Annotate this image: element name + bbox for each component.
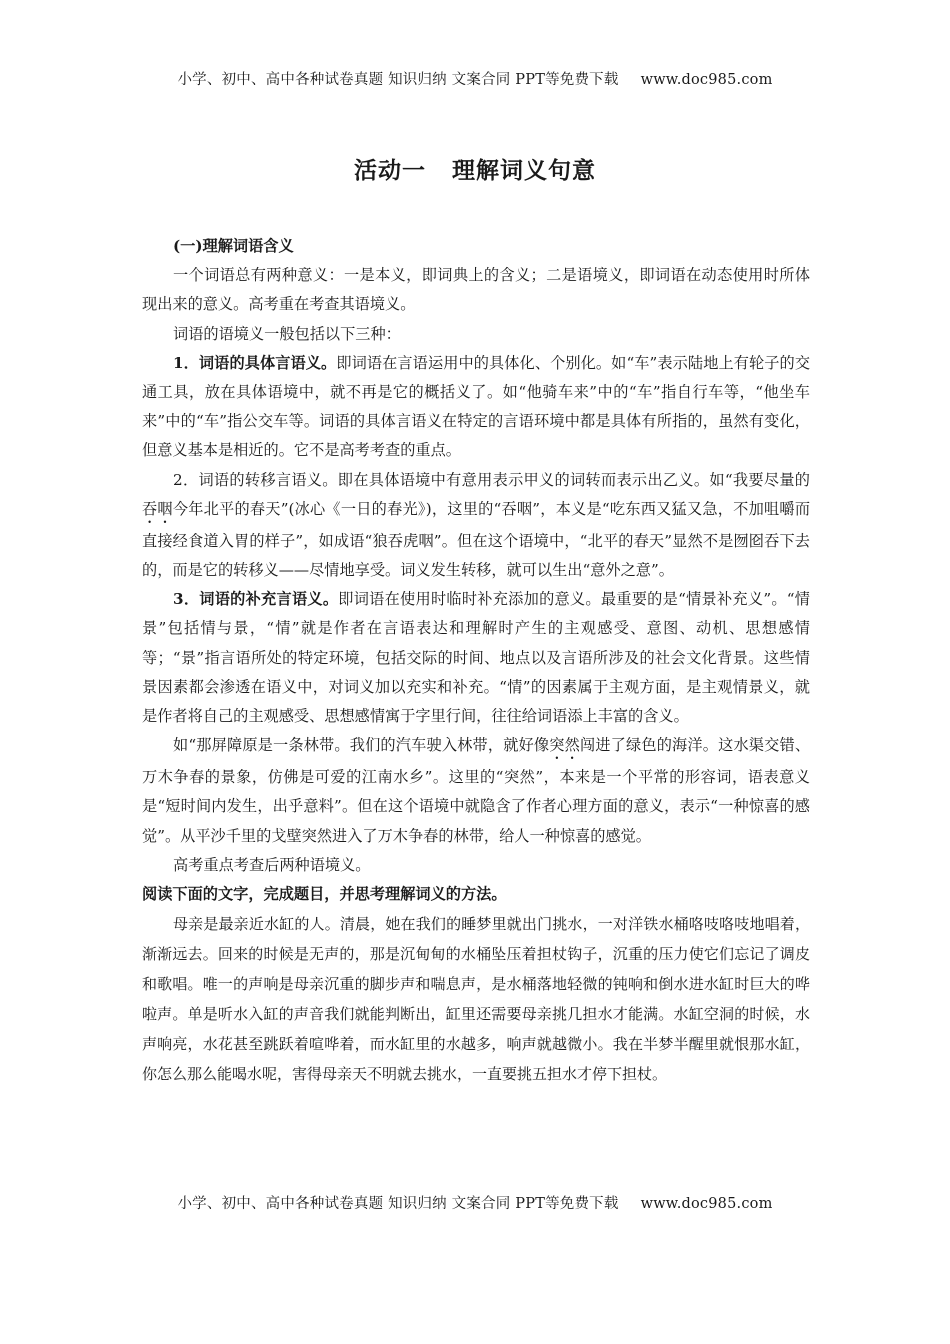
title-part-2: 理解词义句意	[452, 157, 596, 184]
task-instruction: 阅读下面的文字，完成题目，并思考理解词义的方法。	[142, 885, 507, 904]
page-header	[0, 68, 950, 89]
section-heading: (一)理解词语含义	[173, 237, 294, 255]
item-2-text-after: 今年北平的春天”(冰心《一日的春光》)，这里的“吞咽”，本义是“吃东西又猛又急，不加咀嚼而直接经食道入胃的样子”，如成语“狼吞虎咽”。但在这个语境中，“北平的春天”显然不是囫囵吞下去的，而是它的转移义——尽情地享受。词义发生转移，就可以生出“意外之意”。	[142, 499, 811, 580]
item-1-paragraph	[142, 349, 810, 466]
item-3-text: 即词语在使用时临时补充添加的意义。最重要的是“情景补充义”。“情景”包括情与景，“情”就是作者在言语表达和理解时产生的主观感受、意图、动机、思想感情等；“景”指言语所处的特定环境，包括交际的时间、地点以及言语所涉及的社会文化背景。这些情景因素都会渗透在语义中，对词义加以充实和补充。“情”的因素属于主观方面，是主观情景义，就是作者将自己的主观感受、思想感情寓于字里行间，往往给词语添上丰富的含义。	[142, 590, 810, 726]
focus-paragraph: 高考重点考查后两种语境义。	[173, 855, 371, 874]
reading-passage: 母亲是最亲近水缸的人。清晨，她在我们的睡梦里就出门挑水，一对洋铁水桶咯吱咯吱地唱着，渐渐远去。回来的时候是无声的，那是沉甸甸的水桶坠压着担杖钩子，沉重的压力使它们忘记了调皮和歌唱。唯一的声响是母亲沉重的脚步声和喘息声，是水桶落地轻微的钝响和倒水进水缸时巨大的哗啦声。单是听水入缸的声音我们就能判断出，缸里还需要母亲挑几担水才能满。水缸空洞的时候，水声响亮，水花甚至跳跃着喧哗着，而水缸里的水越多，响声就越微小。我在半梦半醒里就恨那水缸，你怎么那么能喝水呢，害得母亲天不明就去挑水，一直要挑五担水才停下担杖。	[142, 915, 810, 1084]
header-url[interactable]: www.doc985.com	[640, 72, 773, 88]
example-text-before: 如“那屏障原是一条林带。我们的汽车驶入林带，就好像	[173, 736, 550, 755]
item-2-text-before: 2．词语的转移言语义。即在具体语境中有意用表示甲义的词转而表示出乙义。如“我要尽量的	[173, 470, 810, 489]
footer-url[interactable]: www.doc985.com	[640, 1196, 773, 1212]
example-paragraph	[142, 731, 810, 851]
intro-paragraph: 一个词语总有两种意义：一是本义，即词典上的含义；二是语境义，即词语在动态使用时所体现出来的意义。高考重在考查其语境义。	[142, 266, 810, 314]
title-part-1: 活动一	[354, 157, 426, 184]
example-text-after: 闯进了绿色的海洋。这水渠交错、万木争春的景象，仿佛是可爱的江南水乡”。这里的“突然”，本来是一个平常的形容词，语表意义是“短时间内发生，出乎意料”。但在这个语境中就隐含了作者心理方面的意义，表示“一种惊喜的感觉”。从平沙千里的戈壁突然进入了万木争春的林带，给人一种惊喜的感觉。	[142, 736, 811, 845]
page-footer	[0, 1192, 950, 1213]
item-3-paragraph	[142, 585, 810, 731]
item-3-label: 3．词语的补充言语义。	[173, 590, 339, 609]
item-1-text: 即词语在言语运用中的具体化、个别化。如“车”表示陆地上有轮子的交通工具，放在具体语境中，就不再是它的概括义了。如“他骑车来”中的“车”指自行车等，“他坐车来”中的“车”指公交车等。词语的具体言语义在特定的言语环境中都是具体有所指的，虽然有变化，但意义基本是相近的。它不是高考考查的重点。	[142, 353, 811, 460]
page-title	[0, 152, 950, 185]
item-1-label: 1．词语的具体言语义。	[173, 353, 337, 372]
item-2-paragraph	[142, 466, 810, 586]
item-2-emphasis: 吞咽	[142, 499, 173, 518]
header-text: 小学、初中、高中各种试卷真题 知识归纳 文案合同 PPT等免费下载	[177, 72, 619, 88]
footer-text: 小学、初中、高中各种试卷真题 知识归纳 文案合同 PPT等免费下载	[177, 1196, 619, 1212]
example-emphasis: 突然	[549, 736, 580, 755]
document-body	[142, 232, 810, 1089]
types-intro-paragraph: 词语的语境义一般包括以下三种：	[173, 324, 401, 343]
